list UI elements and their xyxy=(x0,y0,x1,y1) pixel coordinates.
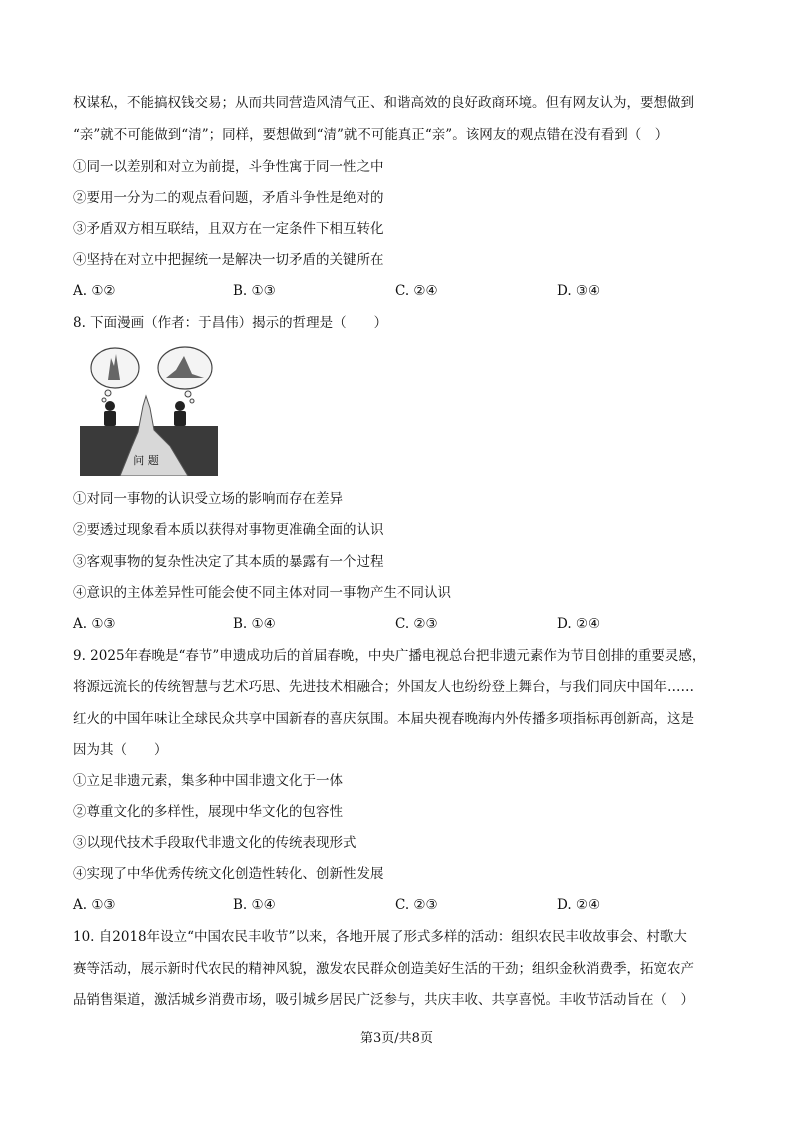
q10-stem-line-3: 品销售渠道，激活城乡消费市场，吸引城乡居民广泛参与，共庆丰收、共享喜悦。丰收节活动旨在（ ） xyxy=(73,992,694,1008)
q10-stem-line-1: 10. 自2018年设立“中国农民丰收节”以来，各地开展了形式多样的活动：组织农民丰收故事会、村歌大 xyxy=(73,929,687,945)
q8-options xyxy=(73,616,723,634)
q10-stem-line-2: 赛等活动，展示新时代农民的精神风貌，激发农民群众创造美好生活的干劲；组织金秋消费季，拓宽农产 xyxy=(73,961,694,977)
q7-item-3: ③矛盾双方相互联结，且双方在一定条件下相互转化 xyxy=(73,221,384,237)
q9-option-a[interactable]: A. ①③ xyxy=(73,897,116,913)
q7-option-a[interactable]: A. ①② xyxy=(73,283,116,299)
q9-option-b[interactable]: B. ①④ xyxy=(233,897,276,913)
q7-stem-line-2: “亲”就不可能做到“清”；同样，要想做到“清”就不可能真正“亲”。该网友的观点错在没有看到（ ） xyxy=(73,127,669,143)
q9-item-4: ④实现了中华优秀传统文化创造性转化、创新性发展 xyxy=(73,866,384,882)
q8-item-4: ④意识的主体差异性可能会使不同主体对同一事物产生不同认识 xyxy=(73,585,451,601)
q7-item-4: ④坚持在对立中把握统一是解决一切矛盾的关键所在 xyxy=(73,252,384,268)
q8-option-b[interactable]: B. ①④ xyxy=(233,616,276,632)
q8-item-2: ②要透过现象看本质以获得对事物更准确全面的认识 xyxy=(73,522,384,538)
q8-option-a[interactable]: A. ①③ xyxy=(73,616,116,632)
q7-stem-line-1: 权谋私，不能搞权钱交易；从而共同营造风清气正、和谐高效的良好政商环境。但有网友认为，要想做到 xyxy=(73,95,694,111)
cartoon-label: 问 题 xyxy=(133,454,159,467)
q8-stem: 8. 下面漫画（作者：于昌伟）揭示的哲理是（ ） xyxy=(73,315,388,331)
q9-stem-line-2: 将源远流长的传统智慧与艺术巧思、先进技术相融合；外国友人也纷纷登上舞台，与我们同庆中国年…… xyxy=(73,679,694,695)
q9-stem-line-1: 9. 2025年春晚是“春节”申遗成功后的首届春晚，中央广播电视总台把非遗元素作为节目创排的重要灵感， xyxy=(73,648,706,664)
q8-cartoon-image xyxy=(80,346,218,476)
q9-option-d[interactable]: D. ②④ xyxy=(557,897,601,913)
q7-item-2: ②要用一分为二的观点看问题，矛盾斗争性是绝对的 xyxy=(73,190,384,206)
q7-item-1: ①同一以差别和对立为前提，斗争性寓于同一性之中 xyxy=(73,159,384,175)
left-person xyxy=(104,401,116,426)
right-person xyxy=(174,401,186,426)
q9-options xyxy=(73,897,723,915)
page-number-footer: 第3页/共8页 xyxy=(360,1031,433,1046)
q7-option-c[interactable]: C. ②④ xyxy=(395,283,438,299)
q9-stem-line-4: 因为其（ ） xyxy=(73,742,168,758)
q8-option-c[interactable]: C. ②③ xyxy=(395,616,438,632)
q9-stem-line-3: 红火的中国年味让全球民众共享中国新春的喜庆氛围。本届央视春晚海内外传播多项指标再创新高，这是 xyxy=(73,711,694,727)
q7-options xyxy=(73,283,723,301)
q9-item-3: ③以现代技术手段取代非遗文化的传统表现形式 xyxy=(73,835,357,851)
q9-item-1: ①立足非遗元素，集多种中国非遗文化于一体 xyxy=(73,773,343,789)
q9-item-2: ②尊重文化的多样性，展现中华文化的包容性 xyxy=(73,804,343,820)
q8-item-3: ③客观事物的复杂性决定了其本质的暴露有一个过程 xyxy=(73,554,384,570)
q7-option-b[interactable]: B. ①③ xyxy=(233,283,276,299)
q8-item-1: ①对同一事物的认识受立场的影响而存在差异 xyxy=(73,491,343,507)
q9-option-c[interactable]: C. ②③ xyxy=(395,897,438,913)
q8-option-d[interactable]: D. ②④ xyxy=(557,616,601,632)
q7-option-d[interactable]: D. ③④ xyxy=(557,283,601,299)
